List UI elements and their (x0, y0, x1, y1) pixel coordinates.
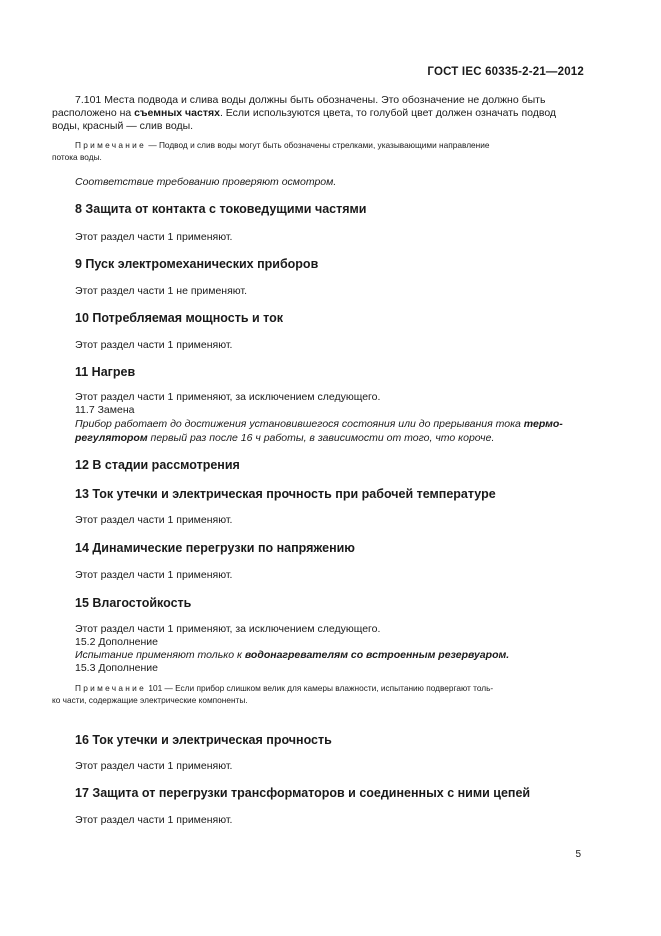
section-heading-14: 14 Динамические перегрузки по напряжению (75, 541, 355, 555)
section-text-17: Этот раздел части 1 применяют. (75, 814, 233, 826)
text-run: первый раз после 16 ч работы, в зависимости от того, что короче. (147, 432, 495, 444)
section-text-11: Этот раздел части 1 применяют, за исключением следующего. (75, 391, 381, 403)
note-number: 101 (146, 683, 163, 693)
clause-15-2-title: 15.2 Дополнение (75, 636, 158, 648)
clause-11-7-line2 (75, 432, 494, 445)
section-heading-12: 12 В стадии рассмотрения (75, 458, 240, 472)
clause-7-101-line2 (52, 107, 556, 120)
note-7-101-line2: потока воды. (52, 152, 102, 162)
section-heading-16: 16 Ток утечки и электрическая прочность (75, 733, 332, 747)
section-text-16: Этот раздел части 1 применяют. (75, 760, 233, 772)
section-text-13: Этот раздел части 1 применяют. (75, 514, 233, 526)
text-run-bold: регулятором (75, 432, 148, 444)
text-run-bold: водонагревателям со встроенным резервуаром. (244, 649, 510, 661)
section-text-14: Этот раздел части 1 применяют. (75, 569, 233, 581)
section-heading-8: 8 Защита от контакта с токоведущими частями (75, 202, 367, 216)
note-15-line1 (75, 682, 493, 694)
clause-7-101-line3: воды, красный — слив воды. (52, 120, 194, 132)
section-text-10: Этот раздел части 1 применяют. (75, 339, 233, 351)
clause-11-7-line1 (75, 418, 563, 431)
page-number: 5 (575, 849, 581, 860)
clause-7-101-line1: 7.101 Места подвода и слива воды должны быть обозначены. Это обозначение не должно быть (75, 94, 546, 106)
clause-11-7-title: 11.7 Замена (75, 404, 135, 416)
text-run-bold: съемных частях (134, 107, 220, 119)
note-text: — Подвод и слив воды могут быть обозначены стрелками, указывающими направление (146, 140, 490, 150)
text-run: Прибор работает до достижения установившегося состояния или до прерывания тока (75, 418, 524, 430)
note-label: Примечание (75, 140, 147, 150)
document-header: ГОСТ IEC 60335-2-21—2012 (427, 66, 584, 78)
clause-15-2-text (75, 649, 509, 662)
text-run: . Если используются цвета, то голубой цвет должен означать подвод (219, 107, 557, 119)
note-text: — Если прибор слишком велик для камеры влажности, испытанию подвергают толь- (162, 683, 494, 693)
section-text-9: Этот раздел части 1 не применяют. (75, 285, 247, 297)
section-heading-17: 17 Защита от перегрузки трансформаторов и соединенных с ними цепей (75, 786, 531, 800)
text-run: Испытание применяют только к (75, 649, 245, 661)
note-7-101-line1 (75, 139, 489, 151)
section-text-8: Этот раздел части 1 применяют. (75, 231, 233, 243)
text-run: расположено на (52, 107, 135, 119)
section-heading-9: 9 Пуск электромеханических приборов (75, 257, 319, 271)
text-run-bold: термо- (523, 418, 563, 430)
clause-15-3-title: 15.3 Дополнение (75, 662, 158, 674)
note-label: Примечание (75, 683, 147, 693)
note-15-line2: ко части, содержащие электрические компоненты. (52, 695, 248, 705)
compliance-text: Соответствие требованию проверяют осмотром. (75, 176, 337, 188)
section-text-15: Этот раздел части 1 применяют, за исключением следующего. (75, 623, 381, 635)
section-heading-10: 10 Потребляемая мощность и ток (75, 311, 283, 325)
section-heading-15: 15 Влагостойкость (75, 596, 192, 610)
section-heading-13: 13 Ток утечки и электрическая прочность при рабочей температуре (75, 487, 496, 501)
section-heading-11: 11 Нагрев (75, 365, 136, 379)
